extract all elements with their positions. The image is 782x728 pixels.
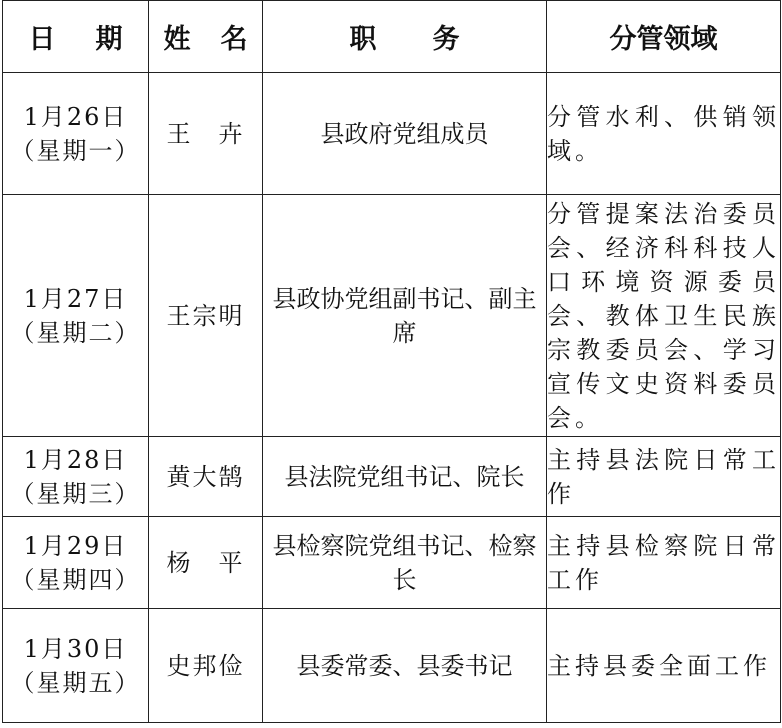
date-cell	[3, 73, 149, 195]
header-duty-char-2: 务	[432, 24, 460, 55]
area-cell: 主持县法院日常工作	[547, 437, 781, 517]
table-row	[3, 517, 781, 609]
date-text: 1月26日	[23, 102, 128, 131]
weekday-text: （星期五）	[10, 668, 141, 697]
duty-cell: 县委常委、县委书记	[263, 609, 547, 723]
header-area: 分管领域	[547, 1, 781, 73]
name-char-1: 杨	[166, 548, 193, 577]
name-cell: 王宗明	[149, 195, 263, 437]
date-cell	[3, 195, 149, 437]
area-cell: 主持县委全面工作	[547, 609, 781, 723]
name-char-2: 平	[218, 548, 245, 577]
table-row	[3, 73, 781, 195]
date-cell	[3, 517, 149, 609]
duty-cell: 县政协党组副书记、副主席	[263, 195, 547, 437]
table-row	[3, 437, 781, 517]
date-cell	[3, 609, 149, 723]
date-text: 1月29日	[23, 531, 128, 560]
table-row	[3, 609, 781, 723]
header-duty-char-1: 职	[349, 24, 377, 55]
header-date-char-1: 日	[28, 24, 56, 55]
duty-cell: 县法院党组书记、院长	[263, 437, 547, 517]
name-cell	[149, 517, 263, 609]
header-name-char-2: 名	[220, 24, 248, 55]
area-cell: 主持县检察院日常工作	[547, 517, 781, 609]
weekday-text: （星期二）	[10, 318, 141, 347]
header-date-char-2: 期	[95, 24, 123, 55]
header-duty	[263, 1, 547, 73]
weekday-text: （星期三）	[10, 479, 141, 508]
duty-cell: 县检察院党组书记、检察长	[263, 517, 547, 609]
date-text: 1月30日	[23, 634, 128, 663]
name-cell: 黄大鹄	[149, 437, 263, 517]
duty-cell: 县政府党组成员	[263, 73, 547, 195]
header-date	[3, 1, 149, 73]
name-cell	[149, 73, 263, 195]
weekday-text: （星期一）	[10, 136, 141, 165]
table-row	[3, 195, 781, 437]
name-char-1: 王	[166, 119, 193, 148]
header-name	[149, 1, 263, 73]
name-char-2: 卉	[218, 119, 245, 148]
header-row	[3, 1, 781, 73]
area-cell: 分管提案法治委员会、经济科科技人口环境资源委员会、教体卫生民族宗教委员会、学习宣传文史资料委员会。	[547, 195, 781, 437]
schedule-table	[2, 0, 781, 723]
weekday-text: （星期四）	[10, 565, 141, 594]
area-cell: 分管水利、供销领域。	[547, 73, 781, 195]
header-name-char-1: 姓	[163, 24, 191, 55]
name-cell: 史邦俭	[149, 609, 263, 723]
date-cell	[3, 437, 149, 517]
date-text: 1月27日	[23, 284, 128, 313]
date-text: 1月28日	[23, 445, 128, 474]
